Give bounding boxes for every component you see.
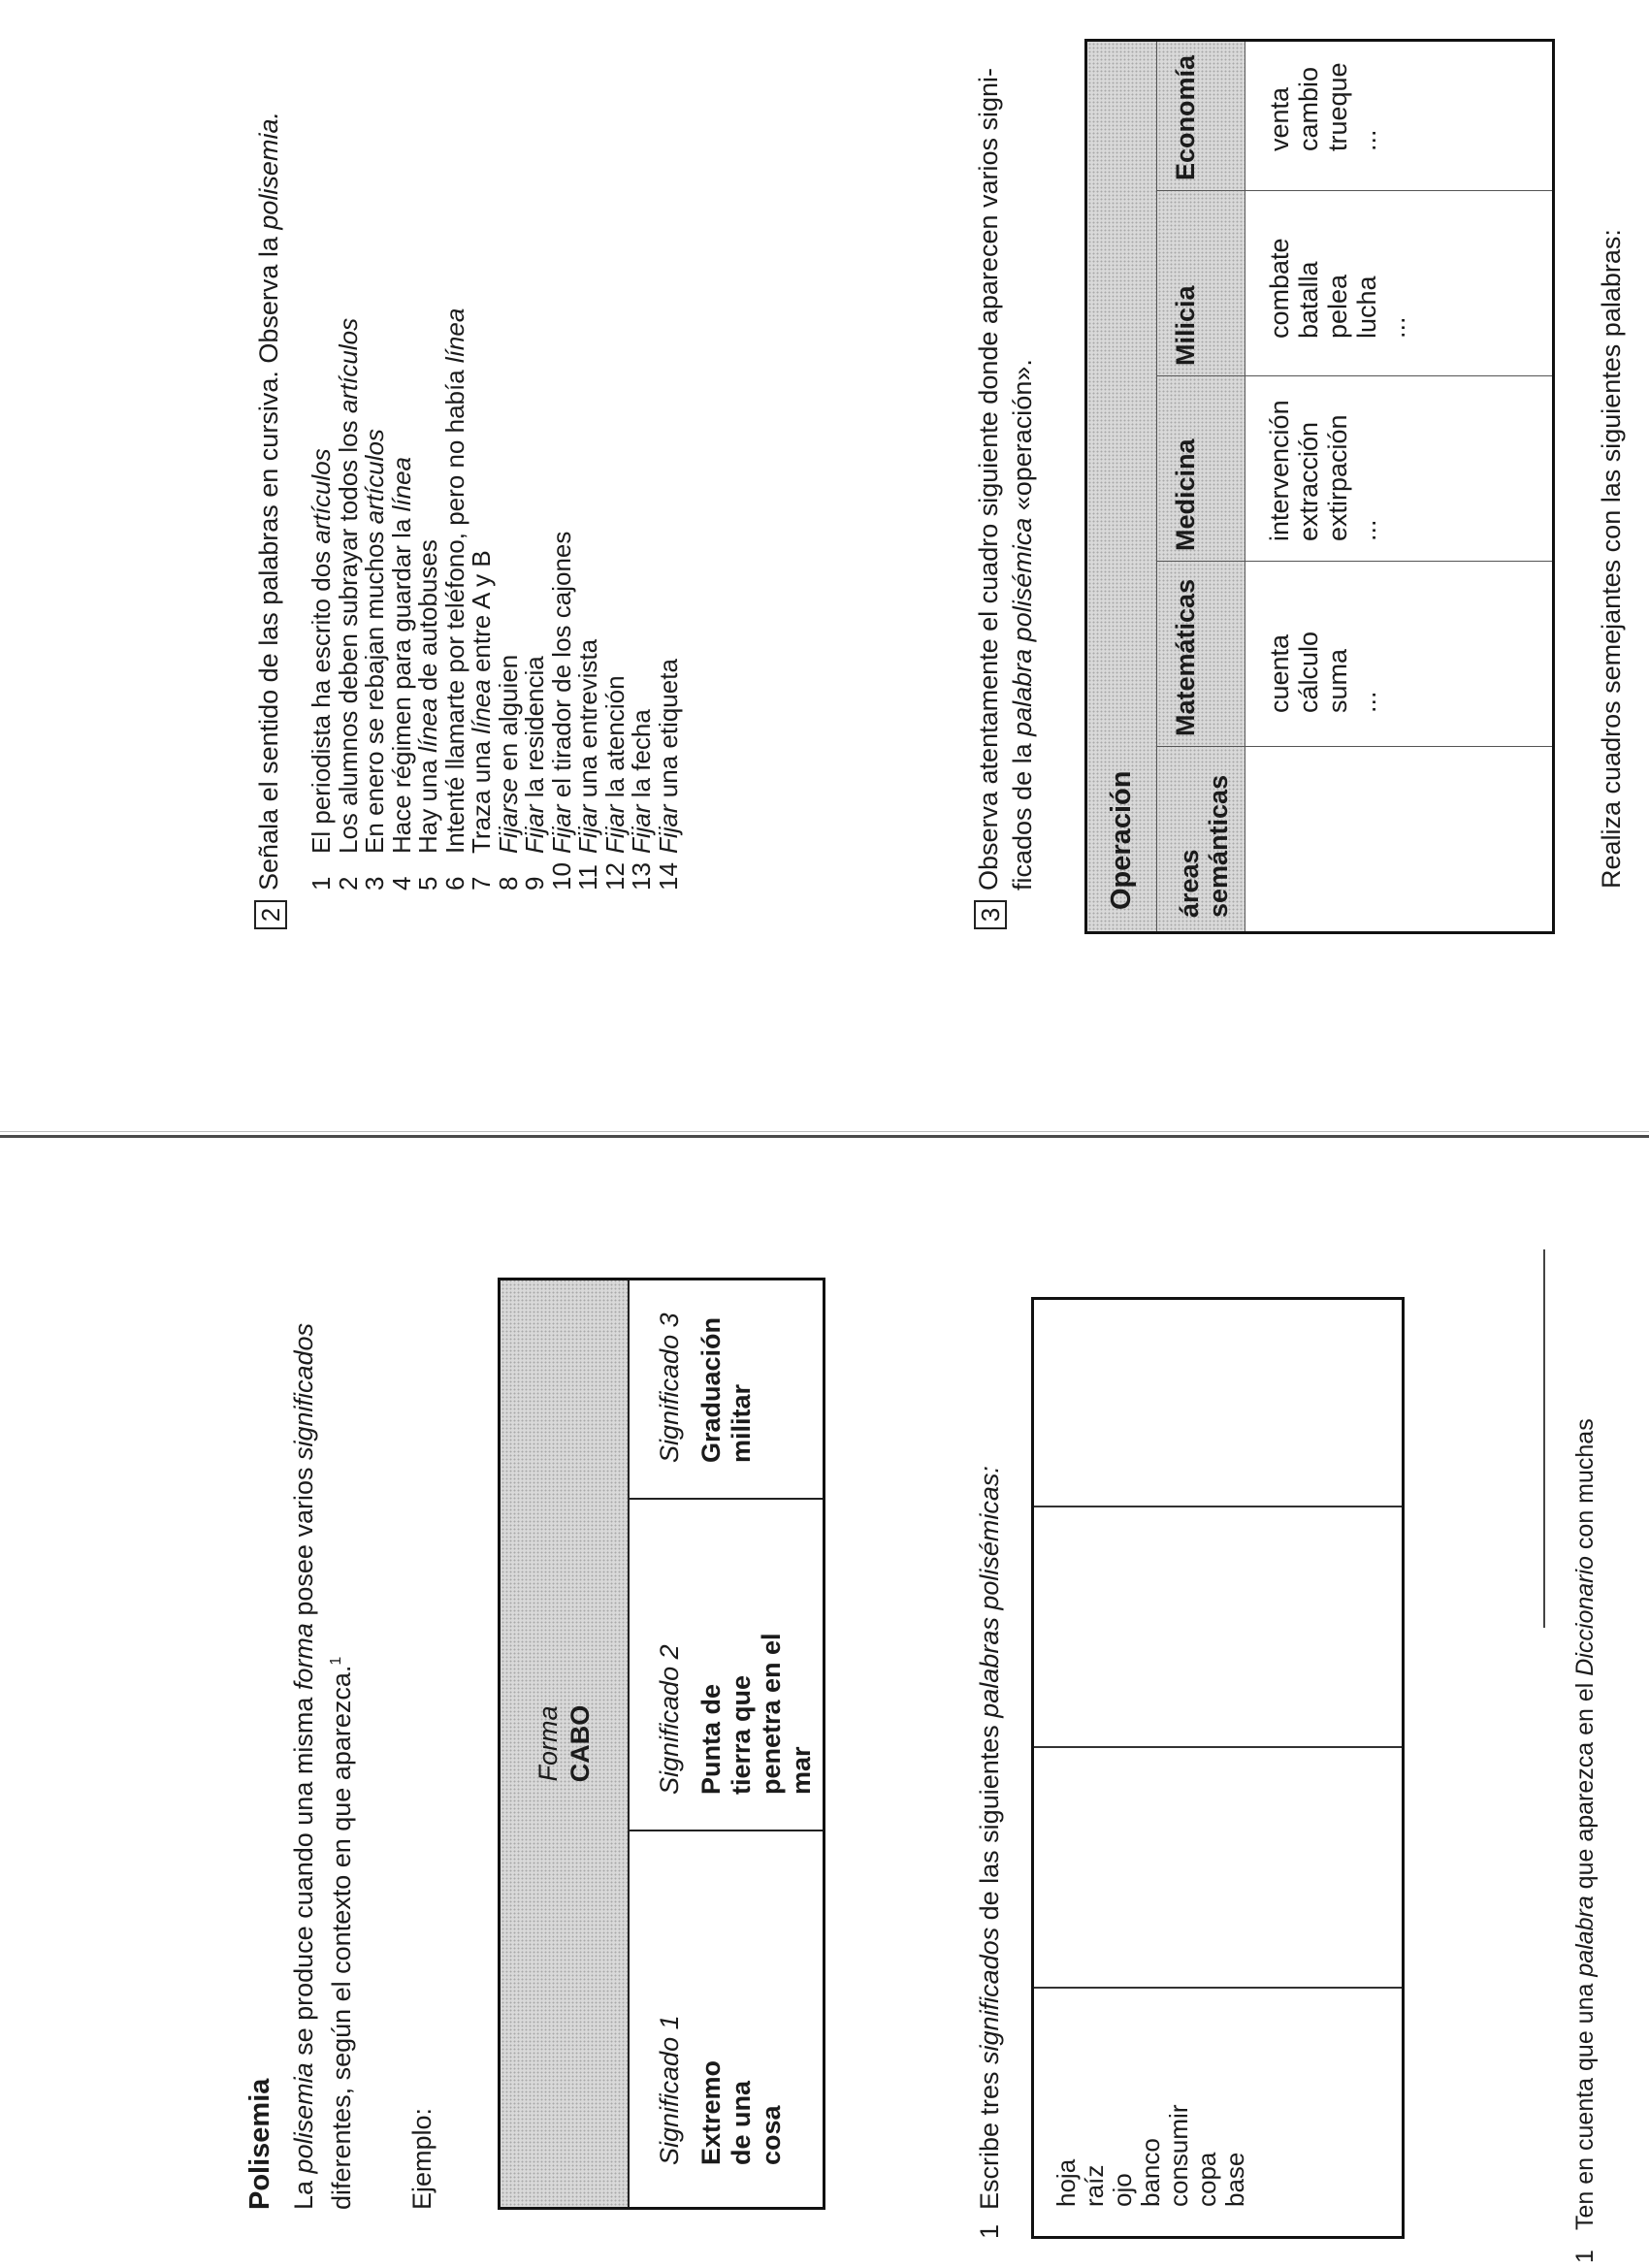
intro-text: posee varios xyxy=(289,1460,318,1624)
intro-paragraph xyxy=(287,1323,358,2210)
instruction-italic: palabras polisémicas: xyxy=(975,1466,1004,1718)
cabo-meaning-3 xyxy=(629,1280,824,1500)
column-header-milicia xyxy=(1157,191,1245,376)
word-item: raíz xyxy=(1080,2164,1109,2207)
items-economia xyxy=(1245,41,1554,191)
area-item: ... xyxy=(1352,129,1381,151)
column-header-medicina xyxy=(1157,376,1245,562)
sentence-item xyxy=(469,308,496,891)
area-name: Economía xyxy=(1171,54,1200,180)
exercise-number-box: 3 xyxy=(974,900,1007,929)
footnote-marker: 1 xyxy=(328,1656,344,1666)
sentence-italic-word: línea xyxy=(439,308,469,364)
sentence-number: 13 xyxy=(627,862,656,891)
area-name: Medicina xyxy=(1171,438,1200,551)
meaning-value: Graduación militar xyxy=(695,1316,756,1463)
sentence-text: En enero se rebajan muchos xyxy=(360,524,389,854)
sentence-italic-word: artículos xyxy=(360,429,389,525)
example-label: Ejemplo: xyxy=(407,2107,436,2210)
intro-text: La xyxy=(289,2173,318,2210)
column-header-matematicas xyxy=(1157,562,1245,747)
sentence-item xyxy=(362,308,389,891)
instruction-italic: polisemia. xyxy=(254,112,284,230)
exercise-number: 1 xyxy=(975,2223,1004,2239)
instruction-italic: palabra polisémica xyxy=(1007,517,1037,736)
items-milicia xyxy=(1245,191,1554,376)
semantic-areas-label: áreas semánticas xyxy=(1175,774,1233,918)
footnote-text: Ten en cuenta que una xyxy=(1571,1976,1599,2230)
sentence-number: 1 xyxy=(307,876,336,891)
sentence-italic-word: artículos xyxy=(307,448,336,544)
word-item: consumir xyxy=(1164,2104,1193,2207)
exercise-1-instruction xyxy=(975,1466,1005,2239)
sentence-italic-word: línea xyxy=(467,679,496,734)
cabo-header-value: CABO xyxy=(566,1704,595,1783)
sentence-text: la residencia xyxy=(520,656,549,805)
sentence-italic-word: Fijar xyxy=(573,804,602,854)
sentence-italic-word: artículos xyxy=(333,317,363,414)
semantic-areas-header xyxy=(1157,747,1245,933)
sentence-number: 5 xyxy=(413,876,442,891)
sentence-number: 12 xyxy=(599,862,630,891)
sentence-text: en alguien xyxy=(493,654,523,778)
area-item: intervención xyxy=(1265,400,1294,541)
intro-text: se produce cuando una misma xyxy=(289,1690,318,2063)
sentence-item xyxy=(415,308,442,891)
area-item: extirpación xyxy=(1323,414,1352,541)
page-fold-line xyxy=(0,1135,1649,1138)
answer-cell-3[interactable] xyxy=(1033,1299,1404,1507)
intro-italic-term: forma xyxy=(289,1623,318,1691)
sentence-text: entre A y B xyxy=(467,550,496,680)
intro-text: diferentes, según el contexto en que aparezca. xyxy=(327,1665,356,2210)
area-item: pelea xyxy=(1323,274,1352,339)
sentence-item xyxy=(493,308,523,891)
sentence-number: 7 xyxy=(467,876,496,891)
sentence-text: Traza una xyxy=(467,733,496,854)
cabo-header-cell xyxy=(500,1280,629,2209)
area-name: Matemáticas xyxy=(1171,578,1200,736)
instruction-text: ficados de la xyxy=(1007,735,1037,891)
sentence-text: una etiqueta xyxy=(653,659,683,805)
sentence-number: 4 xyxy=(386,876,416,891)
area-item: cálculo xyxy=(1294,631,1323,713)
sentence-item xyxy=(546,308,576,891)
exercise-3-line-2 xyxy=(1007,68,1039,929)
column-header-economia xyxy=(1157,41,1245,191)
polysemic-word-list xyxy=(1033,1988,1404,2238)
intro-italic-term: significados xyxy=(289,1322,318,1461)
sentence-number: 11 xyxy=(573,864,602,891)
footnote-italic: palabra xyxy=(1571,1895,1599,1977)
instruction-text: «operación». xyxy=(1007,359,1037,518)
cabo-header-label: Forma xyxy=(534,1705,563,1782)
sentence-text: Los alumnos deben subrayar todos los xyxy=(333,413,363,854)
page-fold-shadow xyxy=(0,1131,1649,1132)
footnote-text: con muchas xyxy=(1571,1418,1599,1557)
footnote xyxy=(1571,1418,1600,2263)
sentence-italic-word: línea xyxy=(413,697,442,753)
area-name: Milicia xyxy=(1171,285,1200,366)
area-item: batalla xyxy=(1294,261,1323,339)
meaning-value: Extremo de una cosa xyxy=(695,2059,786,2165)
section-title: Polisemia xyxy=(244,2078,275,2210)
exercise-number-box: 2 xyxy=(254,900,287,929)
sentence-item xyxy=(308,308,336,891)
closing-instruction: Realiza cuadros semejantes con las siguientes palabras: xyxy=(1597,229,1626,889)
sentence-text: el tirador de los cajones xyxy=(546,531,576,805)
sentence-italic-word: Fijar xyxy=(653,804,683,854)
footnote-italic: Diccionario xyxy=(1571,1556,1599,1676)
sentence-text: El periodista ha escrito dos xyxy=(307,543,336,854)
sentence-number: 8 xyxy=(493,876,523,891)
sentence-number: 10 xyxy=(546,862,576,891)
sentence-italic-word: Fijar xyxy=(520,804,549,854)
sentence-number: 3 xyxy=(360,876,389,891)
area-item: suma xyxy=(1323,648,1352,713)
sentence-item xyxy=(522,308,549,891)
area-item: cuenta xyxy=(1265,633,1294,713)
sentence-italic-word: Fijar xyxy=(546,804,576,854)
word-item: ojo xyxy=(1108,2173,1137,2207)
sentence-italic-word: Fijar xyxy=(599,804,630,854)
semantic-areas-empty-cell xyxy=(1245,747,1554,933)
cabo-table xyxy=(498,1278,825,2210)
meaning-value: Punta de tierra que penetra en el mar xyxy=(695,1633,816,1795)
sentence-text: Hace régimen para guardar la xyxy=(386,511,416,854)
cabo-meaning-1 xyxy=(629,1831,824,2209)
area-item: trueque xyxy=(1323,62,1352,151)
sentence-italic-word: Fijar xyxy=(627,804,656,854)
sentence-number: 14 xyxy=(653,862,683,891)
word-item: hoja xyxy=(1051,2158,1081,2207)
exercise-3-line-1 xyxy=(973,68,1007,929)
instruction-text: Observa atentamente el cuadro siguiente donde aparecen varios signi- xyxy=(974,67,1003,891)
exercise-3-instruction xyxy=(973,68,1039,929)
area-item: cambio xyxy=(1294,66,1323,151)
meaning-label: Significado 2 xyxy=(654,1644,684,1795)
meaning-label: Significado 1 xyxy=(654,2015,684,2165)
operation-title: Operación xyxy=(1106,770,1137,910)
area-item: ... xyxy=(1352,519,1381,541)
exercise-2-sentence-list xyxy=(308,308,682,891)
sentence-item xyxy=(629,308,656,891)
word-item: copa xyxy=(1192,2152,1221,2207)
meaning-label: Significado 3 xyxy=(654,1312,684,1463)
sentence-item xyxy=(575,308,602,891)
footnote-rule xyxy=(1543,1249,1545,1628)
footnote-text: que aparezca en el xyxy=(1571,1675,1599,1896)
instruction-text: Señala el sentido de las palabras en cursiva. Observa la xyxy=(254,229,284,891)
exercise-1-answer-table xyxy=(1031,1297,1405,2239)
area-item: ... xyxy=(1381,316,1410,339)
answer-cell-1[interactable] xyxy=(1033,1747,1404,1988)
intro-line-2 xyxy=(320,1323,358,2210)
sentence-item xyxy=(439,308,469,891)
instruction-text: de las siguientes xyxy=(975,1717,1004,1928)
sentence-text: Hay una xyxy=(413,752,442,854)
items-medicina xyxy=(1245,376,1554,562)
operation-title-cell xyxy=(1086,41,1157,933)
sentence-item xyxy=(386,308,416,891)
sentence-italic-word: línea xyxy=(386,456,416,512)
intro-line-1 xyxy=(287,1323,320,2210)
sentence-number: 6 xyxy=(439,876,469,891)
word-item: base xyxy=(1220,2152,1249,2207)
sentence-item xyxy=(333,308,363,891)
items-matematicas xyxy=(1245,562,1554,747)
sentence-number: 9 xyxy=(520,876,549,891)
sentence-italic-word: Fijarse xyxy=(493,777,523,854)
sentence-text: la atención xyxy=(599,675,630,805)
sentence-item xyxy=(599,308,630,891)
area-item: ... xyxy=(1352,691,1381,713)
sentence-text: Intenté llamarte por teléfono, pero no había xyxy=(439,363,469,854)
intro-italic-term: polisemia xyxy=(289,2062,318,2174)
instruction-text: Escribe tres xyxy=(975,2063,1004,2210)
operation-table xyxy=(1084,39,1555,934)
cabo-meaning-2 xyxy=(629,1499,824,1831)
exercise-2-instruction xyxy=(254,112,287,929)
area-item: lucha xyxy=(1352,275,1381,339)
area-item: combate xyxy=(1265,238,1294,339)
sentence-text: de autobuses xyxy=(413,539,442,698)
sentence-text: una entrevista xyxy=(573,638,602,805)
area-item: extracción xyxy=(1294,421,1323,541)
word-item: banco xyxy=(1136,2138,1165,2207)
instruction-italic: significados xyxy=(975,1927,1004,2064)
area-item: venta xyxy=(1265,86,1294,151)
sentence-text: la fecha xyxy=(627,709,656,805)
footnote-number: 1 xyxy=(1571,2250,1599,2263)
answer-cell-2[interactable] xyxy=(1033,1507,1404,1747)
sentence-item xyxy=(653,308,683,891)
sentence-number: 2 xyxy=(333,876,363,891)
